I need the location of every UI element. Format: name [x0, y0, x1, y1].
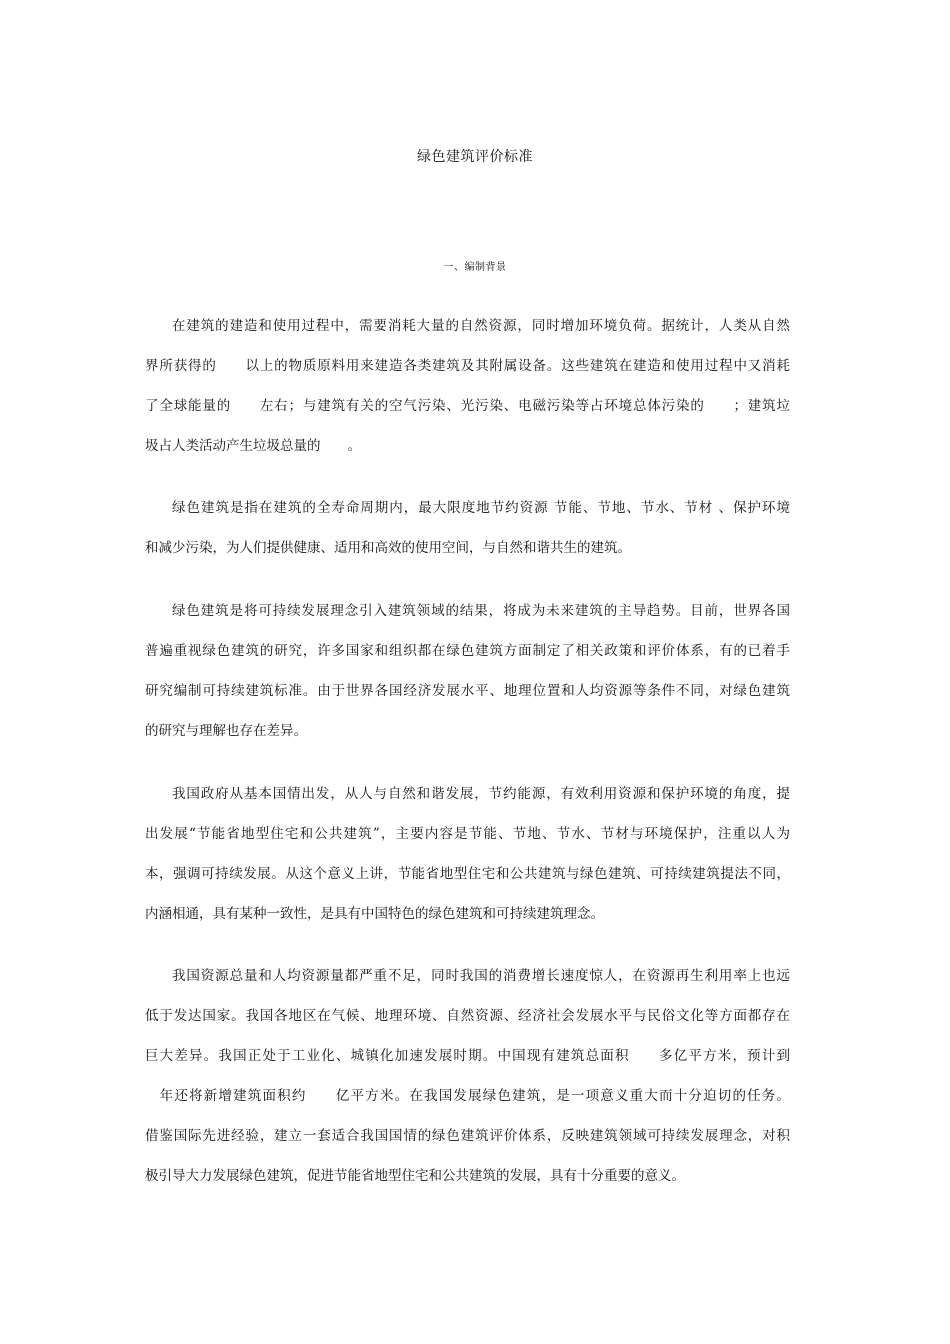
paragraph-line: 我国资源总量和人均资源量都严重不足，同时我国的消费增长速度惊人，在资源再生利用率上也远 — [172, 968, 790, 984]
paragraph-line: 巨大差异。我国正处于工业化、城镇化加速发展时期。中国现有建筑总面积 多亿平方米，预计到 — [145, 1048, 790, 1064]
paragraph-line: 普遍重视绿色建筑的研究，许多国家和组织都在绿色建筑方面制定了相关政策和评价体系，有的已着手 — [145, 643, 790, 659]
section-heading: 一、编制背景 — [443, 262, 507, 273]
paragraph-line: 了全球能量的 左右；与建筑有关的空气污染、光污染、电磁污染等占环境总体污染的 ；建筑垃 — [145, 398, 790, 414]
paragraph-line: 出发展“节能省地型住宅和公共建筑”，主要内容是节能、节地、节水、节材与环境保护，注重以人为 — [145, 826, 790, 842]
paragraph-line: 绿色建筑是指在建筑的全寿命周期内，最大限度地节约资源 节能、节地、节水、节材 、保护环境 — [172, 500, 790, 516]
paragraph-line: 和减少污染，为人们提供健康、适用和高效的使用空间，与自然和谐共生的建筑。 — [145, 540, 631, 556]
paragraph-3 — [145, 601, 790, 761]
paragraph-2 — [145, 498, 790, 578]
paragraph-line: 借鉴国际先进经验，建立一套适合我国国情的绿色建筑评价体系，反映建筑领域可持续发展理念，对积 — [145, 1128, 790, 1144]
paragraph-line: 的研究与理解也存在差异。 — [145, 723, 307, 739]
paragraph-5 — [145, 966, 790, 1206]
paragraph-line: 极引导大力发展绿色建筑，促进节能省地型住宅和公共建筑的发展，具有十分重要的意义。 — [145, 1168, 685, 1184]
paragraph-line: 内涵相通，具有某种一致性，是具有中国特色的绿色建筑和可持续建筑理念。 — [145, 906, 604, 922]
paragraph-line: 研究编制可持续建筑标准。由于世界各国经济发展水平、地理位置和人均资源等条件不同，对绿色建筑 — [145, 683, 790, 699]
paragraph-1 — [145, 316, 790, 476]
document-title: 绿色建筑评价标准 — [417, 149, 533, 165]
paragraph-line: 我国政府从基本国情出发，从人与自然和谐发展，节约能源，有效利用资源和保护环境的角度，提 — [172, 786, 790, 802]
paragraph-line: 在建筑的建造和使用过程中，需要消耗大量的自然资源，同时增加环境负荷。据统计，人类从自然 — [172, 318, 790, 334]
paragraph-line: 界所获得的 以上的物质原料用来建造各类建筑及其附属设备。这些建筑在建造和使用过程中又消耗 — [145, 358, 790, 374]
paragraph-line: 本，强调可持续发展。从这个意义上讲，节能省地型住宅和公共建筑与绿色建筑、可持续建筑提法不同， — [145, 866, 790, 882]
paragraph-line: 低于发达国家。我国各地区在气候、地理环境、自然资源、经济社会发展水平与民俗文化等方面都存在 — [145, 1008, 790, 1024]
paragraph-line: 年还将新增建筑面积约 亿平方米。在我国发展绿色建筑，是一项意义重大而十分迫切的任务。 — [145, 1088, 790, 1104]
paragraph-line: 圾占人类活动产生垃圾总量的 。 — [145, 438, 361, 454]
paragraph-line: 绿色建筑是将可持续发展理念引入建筑领域的结果，将成为未来建筑的主导趋势。目前，世界各国 — [172, 603, 790, 619]
paragraph-4 — [145, 784, 790, 944]
